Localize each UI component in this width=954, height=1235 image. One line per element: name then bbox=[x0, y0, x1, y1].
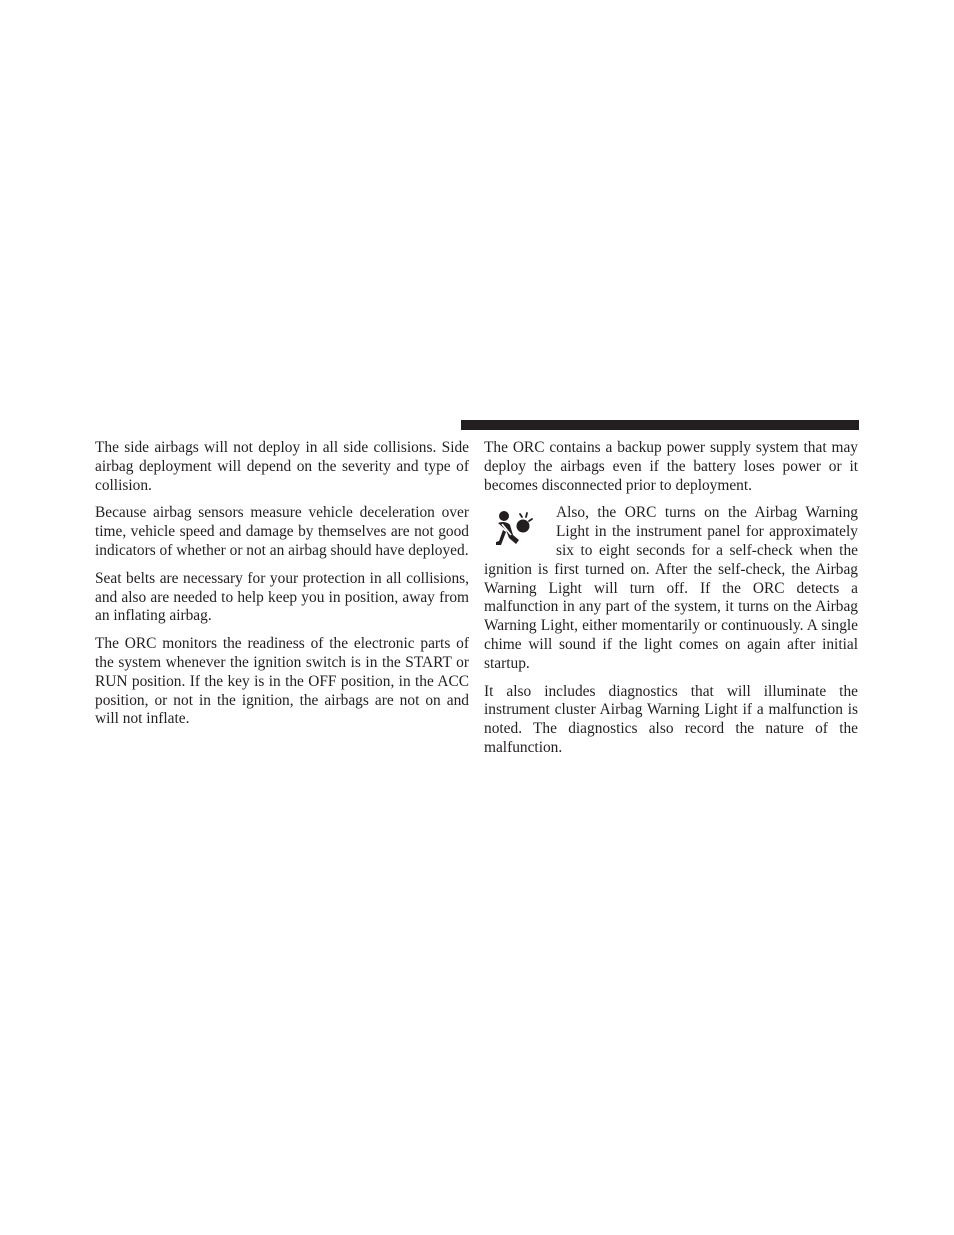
paragraph-airbag-sensors: Because airbag sensors measure vehicle deceleration over time, vehicle speed and damage by themselves are not good indicators of whether or not an airbag should have deployed. bbox=[95, 504, 469, 559]
paragraph-side-airbag-deployment: The side airbags will not deploy in all side collisions. Side airbag deployment will depend on the severity and type of collision. bbox=[95, 439, 469, 494]
paragraph-diagnostics: It also includes diagnostics that will illuminate the instrument cluster Airbag Warning Light if a malfunction is noted. The diagnostics also record the nature of the malfunction. bbox=[484, 682, 858, 756]
paragraph-seat-belts: Seat belts are necessary for your protection in all collisions, and also are needed to help keep you in position, away from an inflating airbag. bbox=[95, 569, 469, 625]
paragraph-warning-light-text: Also, the ORC turns on the Airbag Warning Light in the instrument panel for approximately six to eight seconds for a self-check when the ignition is first turned on. After the self-check, the Airbag Warning Light will turn off. If the ORC detects a malfunction in any part of the system, it turns on the Airbag Warning Light, either momentarily or continuously. A single chime will sound if the light comes on again after initial startup. bbox=[484, 504, 858, 672]
airbag-warning-icon bbox=[492, 508, 534, 550]
right-column bbox=[484, 439, 858, 767]
paragraph-warning-light bbox=[484, 504, 858, 673]
paragraph-backup-power: The ORC contains a backup power supply system that may deploy the airbags even if the battery loses power or it becomes disconnected prior to deployment. bbox=[484, 439, 858, 494]
section-rule bbox=[461, 420, 859, 430]
left-column bbox=[95, 439, 469, 738]
paragraph-orc-monitors: The ORC monitors the readiness of the electronic parts of the system whenever the ignition switch is in the START or RUN position. If the key is in the OFF position, in the ACC position, or not in the ignition, the airbags are not on and will not inflate. bbox=[95, 635, 469, 728]
